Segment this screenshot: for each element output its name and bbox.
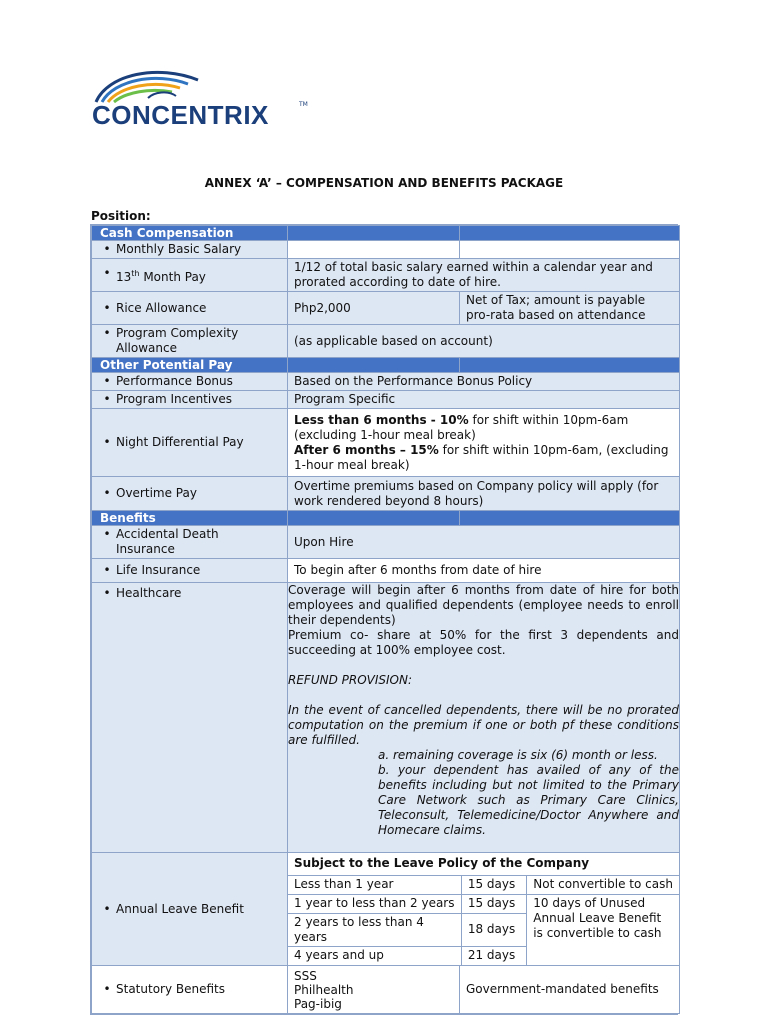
leave-days: 15 days [461,894,526,913]
bullet: • [103,563,111,577]
table-row [92,853,680,966]
leave-days: 18 days [461,913,526,946]
section-title: Other Potential Pay [92,358,288,373]
section-header-cash [92,226,680,241]
bullet: • [103,435,111,449]
section-header-benefits [92,511,680,526]
row-label: Monthly Basic Salary [116,242,242,256]
position-label: Position: [91,209,151,223]
benefits-table [90,224,678,1015]
leave-note-convertible: 10 days of Unused Annual Leave Benefit is convertible to cash [527,894,679,965]
leave-tenure: Less than 1 year [288,875,461,894]
row-value: Based on the Performance Bonus Policy [288,373,680,391]
label-number: 13 [116,269,132,284]
table-row [92,477,680,511]
section-header-other [92,358,680,373]
statutory-item: SSS [294,968,317,983]
row-label: Rice Allowance [116,300,207,315]
bullet: • [103,374,111,388]
table-row [92,559,680,583]
leave-header: Subject to the Leave Policy of the Company [288,853,679,875]
table-row [92,409,680,477]
statutory-item: Pag-ibig [294,996,342,1011]
statutory-item: Philhealth [294,982,354,997]
leave-days: 15 days [461,875,526,894]
row-label: Program Complexity Allowance [116,326,239,355]
night-diff-line2-bold: After 6 months – 15% [294,442,439,457]
row-value: Upon Hire [288,526,680,559]
bullet: • [103,586,111,600]
row-value: Overtime premiums based on Company policy will apply (for work rendered beyond 8 hours) [288,477,680,511]
refund-condition-b: b. your dependent has availed of any of the benefits including but not limited to the Primary Care Network such as Primary Care Clinics, Teleconsult, Telemedicine/Doctor Anywhere and Homecare claims. [378,763,679,837]
row-label: Night Differential Pay [116,435,244,449]
row-label: Statutory Benefits [116,982,226,996]
logo-wordmark: CONCENTRIX [92,100,269,130]
leave-table [288,853,679,965]
row-value: (as applicable based on account) [288,325,680,358]
logo-trademark: TM [299,101,308,108]
table-row [92,241,680,259]
bullet: • [103,392,111,406]
night-diff-line1-bold: Less than 6 months - 10% [294,412,469,427]
row-label [116,266,281,285]
leave-note-not-convertible: Not convertible to cash [527,875,679,894]
table-row [92,325,680,358]
row-value: To begin after 6 months from date of hire [288,559,680,583]
bullet: • [103,486,111,500]
healthcare-details [288,583,680,853]
row-note: Net of Tax; amount is payable pro-rata based on attendance [460,292,680,325]
healthcare-coverage: Coverage will begin after 6 months from date of hire for both employees and qualified dependents (employee needs to enroll their dependents) [288,583,679,627]
row-label: Program Incentives [116,392,232,406]
row-label: Overtime Pay [116,486,197,500]
table-row [92,526,680,559]
bullet: • [103,982,111,996]
table-row [92,292,680,325]
row-label: Performance Bonus [116,374,233,388]
row-label: Accidental Death Insurance [116,527,219,556]
leave-days: 21 days [461,946,526,965]
refund-title: REFUND PROVISION: [288,673,413,687]
statutory-note: Government-mandated benefits [460,966,680,1014]
table-row [92,259,680,292]
refund-body: In the event of cancelled dependents, there will be no prorated computation on the premium if one or both pf these conditions are fulfilled. [288,703,679,747]
bullet: • [103,901,111,916]
healthcare-premium: Premium co- share at 50% for the first 3 dependents and succeeding at 100% employee cost. [288,628,679,657]
night-diff-line1-rest: for shift within 10pm-6am (excluding 1-hour meal break) [294,412,629,442]
row-value [288,409,680,477]
table-row [92,373,680,391]
table-row [92,583,680,853]
row-label: Healthcare [116,586,182,600]
bullet: • [103,265,111,280]
row-value: Program Specific [288,391,680,409]
section-title: Cash Compensation [92,226,288,241]
label-sup: th [131,268,140,278]
label-rest: Month Pay [139,269,206,284]
bullet: • [103,300,111,315]
table-row [92,966,680,1014]
leave-tenure: 2 years to less than 4 years [288,913,461,946]
document-title: ANNEX ‘A’ – COMPENSATION AND BENEFITS PACKAGE [204,176,564,190]
bullet: • [103,326,111,340]
section-title: Benefits [92,511,288,526]
row-label: Life Insurance [116,563,201,577]
refund-condition-a: a. remaining coverage is six (6) month or less. [378,748,658,762]
bullet: • [103,242,111,256]
table-row [92,391,680,409]
row-value: 1/12 of total basic salary earned within a calendar year and prorated according to date of hire. [288,259,680,292]
leave-tenure: 1 year to less than 2 years [288,894,461,913]
leave-tenure: 4 years and up [288,946,461,965]
row-value: Php2,000 [288,292,460,325]
night-diff-line2-rest: for shift within 10pm-6am, (excluding 1-hour meal break) [294,442,669,472]
row-label: Annual Leave Benefit [116,901,244,916]
bullet: • [103,527,111,541]
